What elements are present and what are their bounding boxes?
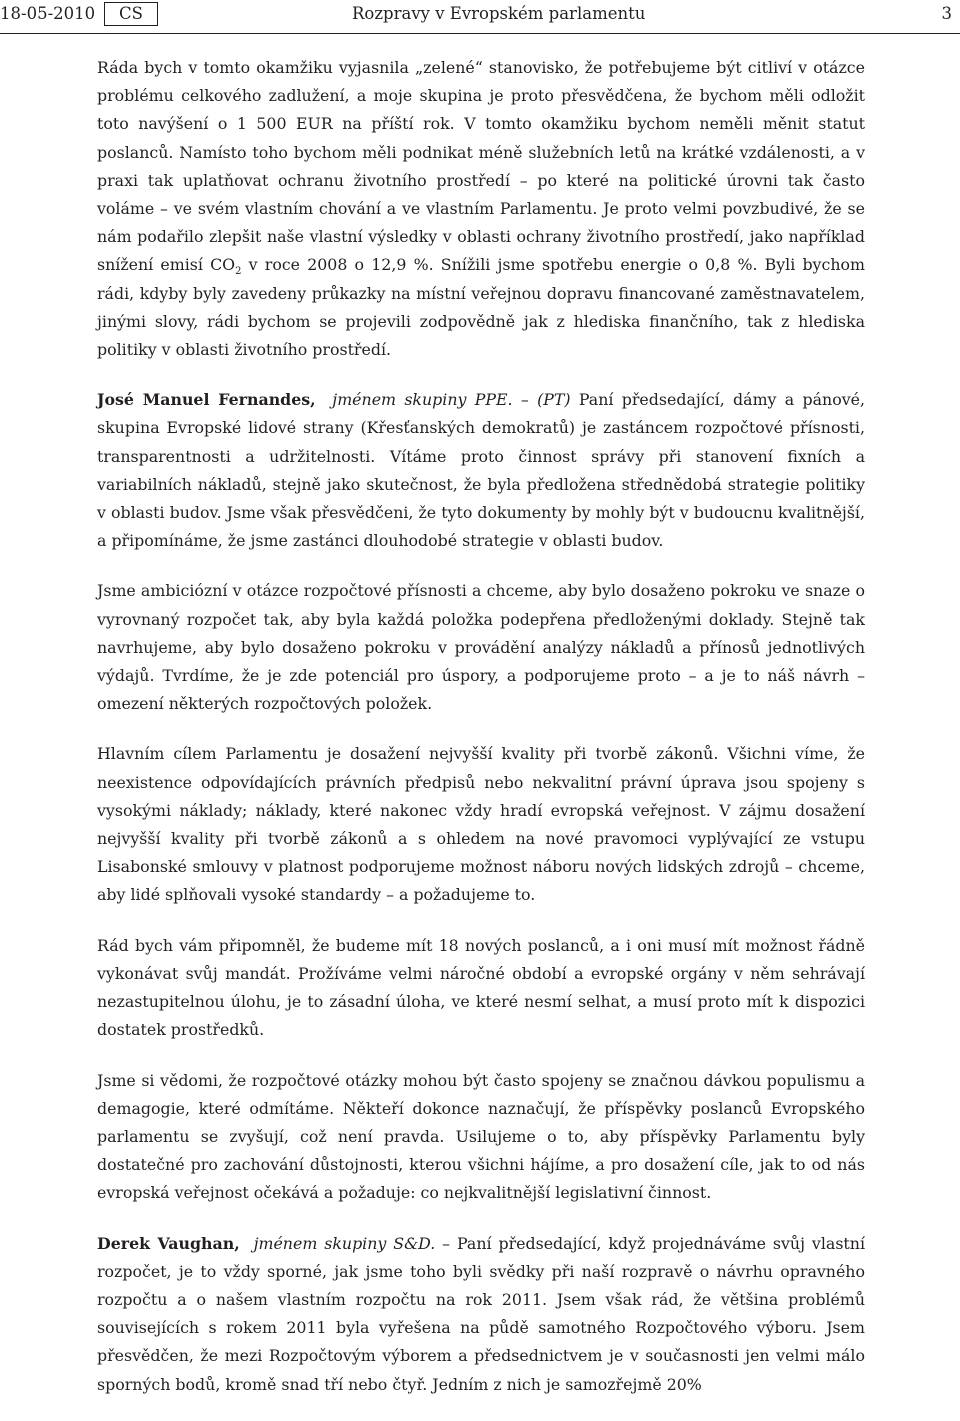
header-date: 18-05-2010 bbox=[0, 4, 96, 23]
co2-subscript: 2 bbox=[235, 266, 242, 278]
speaker-role: jménem skupiny S&D. bbox=[253, 1233, 436, 1253]
speaker-name: Derek Vaughan, bbox=[97, 1233, 240, 1253]
document-body bbox=[97, 54, 865, 1421]
page-number: 3 bbox=[941, 4, 952, 23]
page-header bbox=[0, 0, 960, 32]
speech-text: Paní předsedající, dámy a pánové, skupina Evropské lidové strany (Křesťanských demokratů) je zastáncem rozpočtové přísnosti, transparentnosti a udržitelnosti. Vítáme proto činnost správy při stanovení fixních a variabilních nákladů, stejně jako skutečnost, že byla předložena střednědobá strategie politiky v oblasti budov. Jsme však přesvědčeni, že tyto dokumenty by mohly být v budoucnu kvalitnější, a připomínáme, že jsme zastánci dlouhodobé strategie v oblasti budov. bbox=[97, 390, 866, 551]
paragraph-budget-rigour: Jsme ambiciózní v otázce rozpočtové přísnosti a chceme, aby bylo dosaženo pokroku ve snaze o vyrovnaný rozpočet tak, aby byla každá položka podepřena předloženými doklady. Stejně tak navrhujeme, aby bylo dosaženo pokroku v provádění analýzy nákladů a přínosů jednotlivých výdajů. Tvrdíme, že je zde potenciál pro úspory, a podporujeme proto – a je to náš návrh – omezení některých rozpočtových položek. bbox=[97, 581, 865, 714]
paragraph-text: Ráda bych v tomto okamžiku vyjasnila „zelené“ stanovisko, že potřebujeme být citliví v otázce problému celkového zadlužení, a moje skupina je proto přesvědčena, že bychom měli odložit toto navýšení o 1 500 EUR na příští rok. V tomto okamžiku bychom neměli měnit statut poslanců. Namísto toho bychom měli podnikat méně služebních letů na krátké vzdálenosti, a v praxi tak uplatňovat ochranu životního prostředí – po které na politické úrovni tak často voláme – ve svém vlastním chování a ve vlastním Parlamentu. Je proto velmi povzbudivé, že se nám podařilo zlepšit naše vlastní výsledky v oblasti ochrany životního prostředí, jako například snížení emisí CO bbox=[97, 58, 865, 275]
language-tag: (PT) bbox=[537, 390, 571, 410]
speaker-name: José Manuel Fernandes, bbox=[97, 390, 316, 410]
document-title: Rozpravy v Evropském parlamentu bbox=[352, 4, 646, 23]
paragraph-emissions bbox=[97, 54, 865, 364]
speech-vaughan bbox=[97, 1230, 865, 1399]
header-rule bbox=[0, 33, 960, 34]
paragraph-populism: Jsme si vědomi, že rozpočtové otázky mohou být často spojeny se značnou dávkou populismu a demagogie, které odmítáme. Někteří dokonce naznačují, že příspěvky poslanců Evropského parlamentu se zvyšují, což není pravda. Usilujeme o to, aby příspěvky Parlamentu byly dostatečné pro zachování důstojnosti, kterou všichni hájíme, a pro dosažení cíle, jak to od nás evropská veřejnost očekává a požaduje: co nejkvalitnější legislativní činnost. bbox=[97, 1070, 865, 1203]
language-code-box: CS bbox=[104, 2, 158, 26]
paragraph-text: v roce 2008 o 12,9 %. Snížili jsme spotřebu energie o 0,8 %. Byli bychom rádi, kdyby byly zavedeny průkazky na místní veřejnou dopravu financované zaměstnavatelem, jinými slovy, rádi bychom se projevili zodpovědně jak z hlediska finančního, tak z hlediska politiky v oblasti životního prostředí. bbox=[97, 255, 865, 360]
speaker-role: jménem skupiny PPE. bbox=[332, 390, 513, 410]
speech-text: – Paní předsedající, když projednáváme svůj vlastní rozpočet, je to vždy sporné, jak jsme toho byli svědky při naší rozpravě o návrhu opravného rozpočtu a o našem vlastním rozpočtu na rok 2011. Jsem však rád, že většina problémů souvisejících s rokem 2011 byla vyřešena na půdě samotného Rozpočtového výboru. Jsem přesvědčen, že mezi Rozpočtovým výborem a předsednictvem je v současnosti jen velmi málo sporných bodů, kromě snad tří nebo čtyř. Jedním z nich je samozřejmě 20% bbox=[97, 1233, 865, 1394]
speech-fernandes: José Manuel Fernandes, jménem skupiny PPE. – (PT) Paní předsedající, dámy a pánové, skupina Evropské lidové strany (Křesťanských demokratů) je zastáncem rozpočtové přísnosti, transparentnosti a udržitelnosti. Vítáme proto činnost správy při stanovení fixních a variabilních nákladů, stejně jako skutečnost, že byla předložena střednědobá strategie politiky v oblasti budov. Jsme však přesvědčeni, že tyto dokumenty by mohly být v budoucnu kvalitnější, a připomínáme, že jsme zastánci dlouhodobé strategie v oblasti budov. bbox=[97, 390, 866, 551]
paragraph-new-members: Rád bych vám připomněl, že budeme mít 18 nových poslanců, a i oni musí mít možnost řádně vykonávat svůj mandát. Prožíváme velmi náročné období a evropské orgány v něm sehrávají nezastupitelnou úlohu, je to zásadní úloha, ve které nesmí selhat, a musí proto mít k dispozici dostatek prostředků. bbox=[97, 935, 865, 1040]
paragraph-legislation-quality: Hlavním cílem Parlamentu je dosažení nejvyšší kvality při tvorbě zákonů. Všichni víme, že neexistence odpovídajících právních předpisů nebo nekvalitní právní úprava jsou spojeny s vysokými náklady; náklady, které nakonec vždy hradí evropská veřejnost. V zájmu dosažení nejvyšší kvality při tvorbě zákonů a s ohledem na nové pravomoci vyplývající ze vstupu Lisabonské smlouvy v platnost podporujeme možnost náboru nových lidských zdrojů – chceme, aby lidé splňovali vysoké standardy – a požadujeme to. bbox=[97, 744, 865, 905]
